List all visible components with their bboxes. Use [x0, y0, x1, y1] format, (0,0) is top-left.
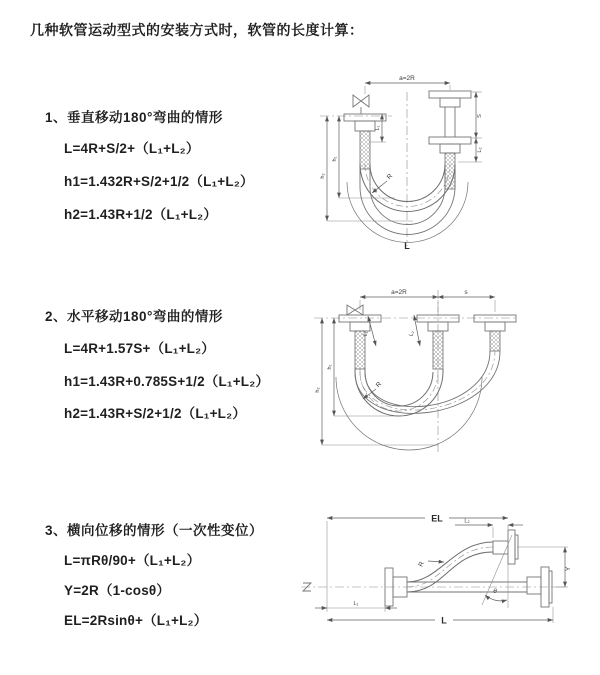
- dimension-s: [472, 92, 483, 138]
- dim-label-l1: L₁: [375, 125, 381, 131]
- dim-label-h2: h₂: [315, 387, 321, 393]
- dim-label-a2r: a=2R: [391, 289, 407, 296]
- braided-hose-right: [490, 331, 500, 351]
- section-2-heading: 2、水平移动180°弯曲的情形: [45, 309, 223, 324]
- page-title: 几种软管运动型式的安装方式时，软管的长度计算：: [30, 22, 364, 38]
- braided-hose-right: [445, 153, 455, 189]
- section-3-heading: 3、横向位移的情形（一次性变位）: [45, 523, 264, 538]
- dim-label-y: Y: [565, 566, 572, 572]
- dim-label-s: s: [464, 289, 468, 296]
- formula-line: h2=1.43R+S/2+1/2（L₁+L₂）: [64, 406, 247, 421]
- formula-line: h1=1.432R+S/2+1/2（L₁+L₂）: [64, 174, 254, 189]
- dim-label-h1: h₁: [327, 364, 333, 370]
- dimension-l2-oblique: [408, 315, 420, 346]
- angle-construction: [482, 525, 512, 608]
- radius-callout: [417, 560, 444, 567]
- formula-line: L=4R+S/2+（L₁+L₂）: [64, 141, 200, 156]
- braided-hose-left: [360, 131, 370, 169]
- dimension-l: [327, 607, 553, 626]
- formula-line: L=4R+1.57S+（L₁+L₂）: [64, 341, 215, 356]
- angle-label: θ: [493, 588, 497, 595]
- dimension-l2: [455, 519, 523, 539]
- upper-right-flange-fitting: [493, 530, 518, 564]
- dim-label-el: EL: [431, 513, 443, 524]
- braided-hose-middle: [433, 331, 443, 369]
- braided-hose-left: [355, 331, 365, 369]
- diagram-vertical-180-bend: [300, 64, 540, 254]
- diagram-lateral-displacement: [295, 505, 595, 650]
- formula-line: h1=1.43R+0.785S+1/2（L₁+L₂）: [64, 374, 270, 389]
- radius-label: R: [385, 172, 395, 182]
- valve-icon: [347, 305, 363, 315]
- dim-label-a2r: a=2R: [399, 75, 415, 82]
- right-flange-fittings: [429, 91, 471, 153]
- dim-label-l1: L₁: [353, 601, 359, 607]
- dim-label-l2: L₂: [464, 518, 470, 525]
- dim-label-l: L: [441, 615, 447, 626]
- dimension-l1: [370, 114, 386, 142]
- diagram-horizontal-180-bend: [310, 282, 592, 462]
- dimension-a2r: [360, 289, 438, 312]
- right-flange-fitting: [474, 315, 516, 331]
- radius-callout: [363, 381, 383, 399]
- section-1-heading: 1、垂直移动180°弯曲的情形: [45, 110, 223, 125]
- formula-line: Y=2R（1-cosθ）: [64, 583, 171, 598]
- dimension-l2: [458, 138, 483, 162]
- radius-label: R: [417, 560, 426, 568]
- hose-phantom-arc: [347, 182, 468, 242]
- dim-label-l2: L₂: [408, 330, 416, 338]
- dimension-s: [438, 289, 495, 312]
- formula-line: L=πRθ/90+（L₁+L₂）: [64, 553, 201, 568]
- formula-line: h2=1.43R+1/2（L₁+L₂）: [64, 207, 218, 222]
- dim-label-l2: L₂: [477, 147, 483, 153]
- dim-label-h1: h₁: [332, 156, 338, 162]
- dim-label-s: S: [477, 114, 483, 118]
- left-flange-fitting: [339, 315, 381, 331]
- formula-line: EL=2Rsinθ+（L₁+L₂）: [64, 613, 208, 628]
- length-label: L: [404, 241, 410, 251]
- dim-label-l1: L₁: [362, 330, 370, 337]
- radius-label: R: [374, 380, 384, 390]
- valve-icon: [353, 95, 369, 114]
- dim-label-h2: h₂: [320, 173, 326, 179]
